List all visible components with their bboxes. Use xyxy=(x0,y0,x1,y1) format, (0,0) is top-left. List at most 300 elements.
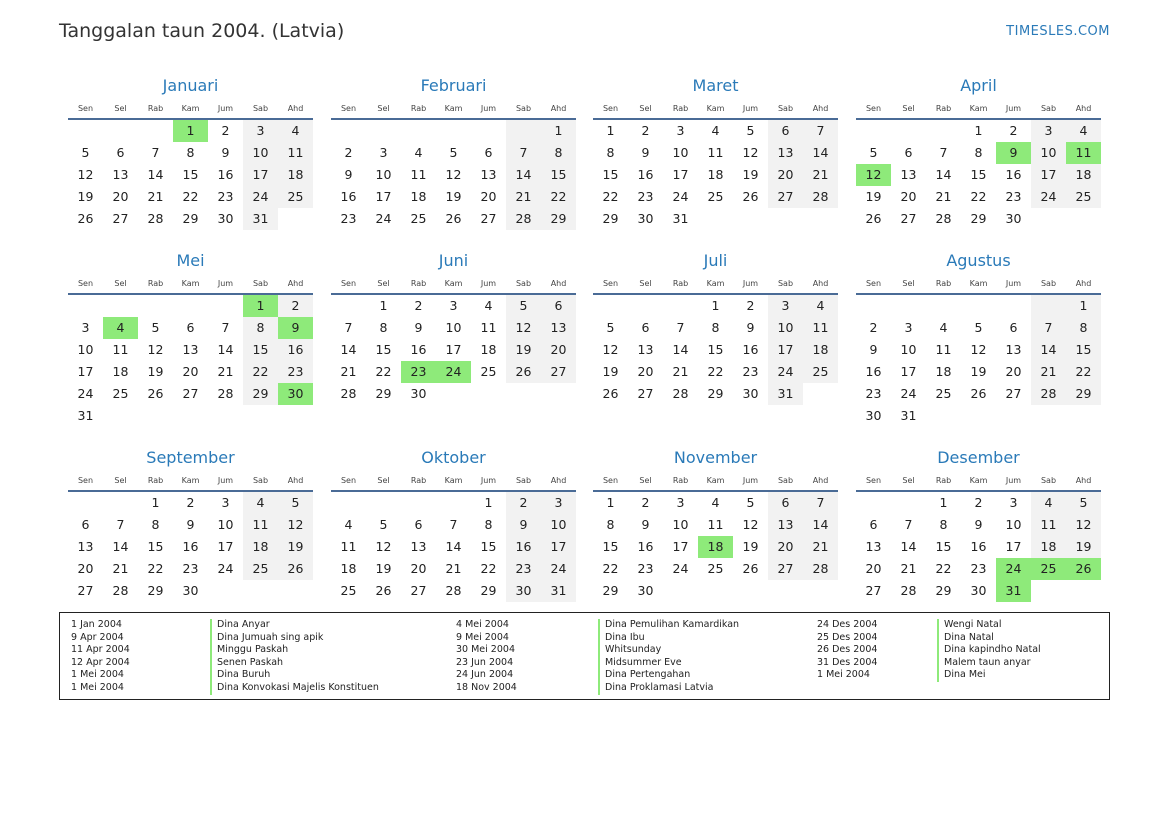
day-cell[interactable]: 29 xyxy=(707,386,724,401)
day-cell[interactable]: 25 xyxy=(1031,558,1066,580)
day-cell[interactable]: 20 xyxy=(865,561,882,576)
day-cell[interactable]: 12 xyxy=(602,342,619,357)
day-cell[interactable]: 5 xyxy=(869,145,878,160)
day-cell[interactable]: 20 xyxy=(541,339,576,361)
day-cell[interactable]: 24 xyxy=(672,561,689,576)
day-cell[interactable]: 17 xyxy=(672,539,689,554)
day-cell[interactable]: 23 xyxy=(742,364,759,379)
day-cell[interactable]: 11 xyxy=(1066,142,1101,164)
day-cell[interactable]: 14 xyxy=(803,514,838,536)
day-cell[interactable]: 15 xyxy=(480,539,497,554)
day-cell[interactable]: 20 xyxy=(637,364,654,379)
day-cell[interactable]: 31 xyxy=(996,580,1031,602)
day-cell[interactable]: 10 xyxy=(445,320,462,335)
day-cell[interactable]: 13 xyxy=(768,514,803,536)
day-cell[interactable]: 30 xyxy=(278,383,313,405)
day-cell[interactable]: 28 xyxy=(445,583,462,598)
day-cell[interactable]: 28 xyxy=(217,386,234,401)
day-cell[interactable]: 7 xyxy=(449,517,458,532)
day-cell[interactable]: 10 xyxy=(1005,517,1022,532)
day-cell[interactable]: 29 xyxy=(375,386,392,401)
day-cell[interactable]: 22 xyxy=(707,364,724,379)
day-cell[interactable]: 17 xyxy=(1005,539,1022,554)
day-cell[interactable]: 24 xyxy=(217,561,234,576)
day-cell[interactable]: 30 xyxy=(182,583,199,598)
day-cell[interactable]: 20 xyxy=(1005,364,1022,379)
day-cell[interactable]: 28 xyxy=(1031,383,1066,405)
day-cell[interactable]: 22 xyxy=(147,561,164,576)
day-cell[interactable]: 7 xyxy=(939,145,948,160)
day-cell[interactable]: 28 xyxy=(506,208,541,230)
day-cell[interactable]: 21 xyxy=(1031,361,1066,383)
day-cell[interactable]: 25 xyxy=(935,386,952,401)
day-cell[interactable]: 7 xyxy=(221,320,230,335)
day-cell[interactable]: 16 xyxy=(340,189,357,204)
day-cell[interactable]: 3 xyxy=(541,492,576,514)
day-cell[interactable]: 28 xyxy=(340,386,357,401)
day-cell[interactable]: 30 xyxy=(637,211,654,226)
day-cell[interactable]: 6 xyxy=(641,320,650,335)
day-cell[interactable]: 24 xyxy=(77,386,94,401)
day-cell[interactable]: 9 xyxy=(186,517,195,532)
day-cell[interactable]: 4 xyxy=(803,295,838,317)
day-cell[interactable]: 26 xyxy=(445,211,462,226)
day-cell[interactable]: 14 xyxy=(1031,339,1066,361)
day-cell[interactable]: 16 xyxy=(182,539,199,554)
day-cell[interactable]: 31 xyxy=(243,208,278,230)
day-cell[interactable]: 13 xyxy=(182,342,199,357)
day-cell[interactable]: 20 xyxy=(480,189,497,204)
day-cell[interactable]: 9 xyxy=(746,320,755,335)
day-cell[interactable]: 17 xyxy=(243,164,278,186)
day-cell[interactable]: 19 xyxy=(1066,536,1101,558)
day-cell[interactable]: 29 xyxy=(935,583,952,598)
day-cell[interactable]: 19 xyxy=(445,189,462,204)
day-cell[interactable]: 31 xyxy=(77,408,94,423)
day-cell[interactable]: 8 xyxy=(484,517,493,532)
day-cell[interactable]: 31 xyxy=(541,580,576,602)
day-cell[interactable]: 7 xyxy=(904,517,913,532)
day-cell[interactable]: 16 xyxy=(506,536,541,558)
day-cell[interactable]: 12 xyxy=(1066,514,1101,536)
day-cell[interactable]: 19 xyxy=(970,364,987,379)
day-cell[interactable]: 18 xyxy=(698,536,733,558)
day-cell[interactable]: 2 xyxy=(506,492,541,514)
day-cell[interactable]: 17 xyxy=(1031,164,1066,186)
day-cell[interactable]: 7 xyxy=(506,142,541,164)
day-cell[interactable]: 1 xyxy=(1066,295,1101,317)
day-cell[interactable]: 26 xyxy=(77,211,94,226)
day-cell[interactable]: 30 xyxy=(637,583,654,598)
day-cell[interactable]: 29 xyxy=(1066,383,1101,405)
day-cell[interactable]: 18 xyxy=(935,364,952,379)
day-cell[interactable]: 20 xyxy=(410,561,427,576)
day-cell[interactable]: 1 xyxy=(711,298,720,313)
day-cell[interactable]: 11 xyxy=(278,142,313,164)
day-cell[interactable]: 11 xyxy=(340,539,357,554)
day-cell[interactable]: 3 xyxy=(243,120,278,142)
day-cell[interactable]: 7 xyxy=(151,145,160,160)
day-cell[interactable]: 30 xyxy=(410,386,427,401)
day-cell[interactable]: 22 xyxy=(480,561,497,576)
day-cell[interactable]: 6 xyxy=(768,120,803,142)
day-cell[interactable]: 9 xyxy=(414,320,423,335)
day-cell[interactable]: 12 xyxy=(445,167,462,182)
day-cell[interactable]: 23 xyxy=(1005,189,1022,204)
day-cell[interactable]: 7 xyxy=(676,320,685,335)
day-cell[interactable]: 12 xyxy=(742,145,759,160)
day-cell[interactable]: 23 xyxy=(340,211,357,226)
day-cell[interactable]: 26 xyxy=(278,558,313,580)
day-cell[interactable]: 12 xyxy=(147,342,164,357)
day-cell[interactable]: 8 xyxy=(186,145,195,160)
day-cell[interactable]: 12 xyxy=(506,317,541,339)
day-cell[interactable]: 8 xyxy=(541,142,576,164)
day-cell[interactable]: 5 xyxy=(151,320,160,335)
day-cell[interactable]: 30 xyxy=(865,408,882,423)
day-cell[interactable]: 25 xyxy=(1066,186,1101,208)
day-cell[interactable]: 3 xyxy=(379,145,388,160)
day-cell[interactable]: 5 xyxy=(278,492,313,514)
day-cell[interactable]: 5 xyxy=(506,295,541,317)
day-cell[interactable]: 2 xyxy=(278,295,313,317)
day-cell[interactable]: 27 xyxy=(768,186,803,208)
day-cell[interactable]: 21 xyxy=(112,561,129,576)
day-cell[interactable]: 14 xyxy=(803,142,838,164)
day-cell[interactable]: 3 xyxy=(221,495,230,510)
day-cell[interactable]: 22 xyxy=(970,189,987,204)
day-cell[interactable]: 16 xyxy=(637,167,654,182)
day-cell[interactable]: 17 xyxy=(217,539,234,554)
day-cell[interactable]: 19 xyxy=(865,189,882,204)
day-cell[interactable]: 13 xyxy=(410,539,427,554)
day-cell[interactable]: 2 xyxy=(414,298,423,313)
day-cell[interactable]: 20 xyxy=(112,189,129,204)
day-cell[interactable]: 26 xyxy=(506,361,541,383)
day-cell[interactable]: 10 xyxy=(77,342,94,357)
day-cell[interactable]: 10 xyxy=(1031,142,1066,164)
day-cell[interactable]: 8 xyxy=(711,320,720,335)
day-cell[interactable]: 27 xyxy=(637,386,654,401)
brand-link[interactable]: TIMESLES.COM xyxy=(1006,24,1110,39)
day-cell[interactable]: 6 xyxy=(186,320,195,335)
day-cell[interactable]: 30 xyxy=(742,386,759,401)
day-cell[interactable]: 18 xyxy=(243,536,278,558)
day-cell[interactable]: 23 xyxy=(865,386,882,401)
day-cell[interactable]: 23 xyxy=(217,189,234,204)
day-cell[interactable]: 14 xyxy=(935,167,952,182)
day-cell[interactable]: 29 xyxy=(243,383,278,405)
day-cell[interactable]: 1 xyxy=(974,123,983,138)
day-cell[interactable]: 4 xyxy=(414,145,423,160)
day-cell[interactable]: 17 xyxy=(375,189,392,204)
day-cell[interactable]: 19 xyxy=(742,167,759,182)
day-cell[interactable]: 23 xyxy=(278,361,313,383)
day-cell[interactable]: 13 xyxy=(77,539,94,554)
day-cell[interactable]: 5 xyxy=(746,495,755,510)
day-cell[interactable]: 18 xyxy=(707,167,724,182)
day-cell[interactable]: 6 xyxy=(484,145,493,160)
day-cell[interactable]: 1 xyxy=(939,495,948,510)
day-cell[interactable]: 30 xyxy=(217,211,234,226)
day-cell[interactable]: 14 xyxy=(340,342,357,357)
day-cell[interactable]: 21 xyxy=(340,364,357,379)
day-cell[interactable]: 25 xyxy=(410,211,427,226)
day-cell[interactable]: 1 xyxy=(606,495,615,510)
day-cell[interactable]: 8 xyxy=(606,517,615,532)
day-cell[interactable]: 22 xyxy=(375,364,392,379)
day-cell[interactable]: 15 xyxy=(243,339,278,361)
day-cell[interactable]: 20 xyxy=(768,536,803,558)
day-cell[interactable]: 21 xyxy=(147,189,164,204)
day-cell[interactable]: 13 xyxy=(768,142,803,164)
day-cell[interactable]: 21 xyxy=(672,364,689,379)
day-cell[interactable]: 2 xyxy=(869,320,878,335)
day-cell[interactable]: 17 xyxy=(672,167,689,182)
day-cell[interactable]: 18 xyxy=(1066,164,1101,186)
day-cell[interactable]: 8 xyxy=(606,145,615,160)
day-cell[interactable]: 22 xyxy=(182,189,199,204)
day-cell[interactable]: 31 xyxy=(768,383,803,405)
day-cell[interactable]: 30 xyxy=(506,580,541,602)
day-cell[interactable]: 3 xyxy=(1031,120,1066,142)
day-cell[interactable]: 13 xyxy=(900,167,917,182)
day-cell[interactable]: 18 xyxy=(803,339,838,361)
day-cell[interactable]: 1 xyxy=(151,495,160,510)
day-cell[interactable]: 2 xyxy=(746,298,755,313)
day-cell[interactable]: 17 xyxy=(768,339,803,361)
day-cell[interactable]: 19 xyxy=(506,339,541,361)
day-cell[interactable]: 5 xyxy=(746,123,755,138)
day-cell[interactable]: 5 xyxy=(449,145,458,160)
day-cell[interactable]: 29 xyxy=(602,211,619,226)
day-cell[interactable]: 19 xyxy=(147,364,164,379)
day-cell[interactable]: 1 xyxy=(484,495,493,510)
day-cell[interactable]: 25 xyxy=(243,558,278,580)
day-cell[interactable]: 25 xyxy=(112,386,129,401)
day-cell[interactable]: 14 xyxy=(112,539,129,554)
day-cell[interactable]: 26 xyxy=(865,211,882,226)
day-cell[interactable]: 24 xyxy=(768,361,803,383)
day-cell[interactable]: 31 xyxy=(672,211,689,226)
day-cell[interactable]: 19 xyxy=(278,536,313,558)
day-cell[interactable]: 8 xyxy=(151,517,160,532)
day-cell[interactable]: 4 xyxy=(711,495,720,510)
day-cell[interactable]: 11 xyxy=(707,145,724,160)
day-cell[interactable]: 22 xyxy=(602,189,619,204)
day-cell[interactable]: 21 xyxy=(935,189,952,204)
day-cell[interactable]: 6 xyxy=(904,145,913,160)
day-cell[interactable]: 16 xyxy=(742,342,759,357)
day-cell[interactable]: 3 xyxy=(676,495,685,510)
day-cell[interactable]: 10 xyxy=(375,167,392,182)
day-cell[interactable]: 21 xyxy=(803,536,838,558)
day-cell[interactable]: 17 xyxy=(541,536,576,558)
day-cell[interactable]: 15 xyxy=(541,164,576,186)
day-cell[interactable]: 11 xyxy=(1031,514,1066,536)
day-cell[interactable]: 28 xyxy=(803,186,838,208)
day-cell[interactable]: 27 xyxy=(1005,386,1022,401)
day-cell[interactable]: 7 xyxy=(803,492,838,514)
day-cell[interactable]: 14 xyxy=(445,539,462,554)
day-cell[interactable]: 27 xyxy=(112,211,129,226)
day-cell[interactable]: 28 xyxy=(900,583,917,598)
day-cell[interactable]: 7 xyxy=(116,517,125,532)
day-cell[interactable]: 14 xyxy=(900,539,917,554)
day-cell[interactable]: 12 xyxy=(742,517,759,532)
day-cell[interactable]: 19 xyxy=(602,364,619,379)
day-cell[interactable]: 9 xyxy=(221,145,230,160)
day-cell[interactable]: 4 xyxy=(939,320,948,335)
day-cell[interactable]: 3 xyxy=(768,295,803,317)
day-cell[interactable]: 5 xyxy=(974,320,983,335)
day-cell[interactable]: 15 xyxy=(1066,339,1101,361)
day-cell[interactable]: 3 xyxy=(1009,495,1018,510)
day-cell[interactable]: 18 xyxy=(480,342,497,357)
day-cell[interactable]: 4 xyxy=(344,517,353,532)
day-cell[interactable]: 11 xyxy=(480,320,497,335)
day-cell[interactable]: 16 xyxy=(410,342,427,357)
day-cell[interactable]: 27 xyxy=(768,558,803,580)
day-cell[interactable]: 6 xyxy=(1009,320,1018,335)
day-cell[interactable]: 26 xyxy=(375,583,392,598)
day-cell[interactable]: 18 xyxy=(1031,536,1066,558)
day-cell[interactable]: 12 xyxy=(278,514,313,536)
day-cell[interactable]: 26 xyxy=(147,386,164,401)
day-cell[interactable]: 24 xyxy=(375,211,392,226)
day-cell[interactable]: 23 xyxy=(970,561,987,576)
day-cell[interactable]: 2 xyxy=(221,123,230,138)
day-cell[interactable]: 2 xyxy=(641,495,650,510)
day-cell[interactable]: 1 xyxy=(606,123,615,138)
day-cell[interactable]: 27 xyxy=(480,211,497,226)
day-cell[interactable]: 14 xyxy=(147,167,164,182)
day-cell[interactable]: 12 xyxy=(77,167,94,182)
day-cell[interactable]: 12 xyxy=(970,342,987,357)
day-cell[interactable]: 8 xyxy=(939,517,948,532)
day-cell[interactable]: 8 xyxy=(974,145,983,160)
day-cell[interactable]: 9 xyxy=(974,517,983,532)
day-cell[interactable]: 29 xyxy=(182,211,199,226)
day-cell[interactable]: 21 xyxy=(803,164,838,186)
day-cell[interactable]: 18 xyxy=(112,364,129,379)
day-cell[interactable]: 29 xyxy=(970,211,987,226)
day-cell[interactable]: 13 xyxy=(637,342,654,357)
day-cell[interactable]: 25 xyxy=(803,361,838,383)
day-cell[interactable]: 9 xyxy=(506,514,541,536)
day-cell[interactable]: 20 xyxy=(182,364,199,379)
day-cell[interactable]: 4 xyxy=(484,298,493,313)
day-cell[interactable]: 10 xyxy=(900,342,917,357)
day-cell[interactable]: 25 xyxy=(480,364,497,379)
day-cell[interactable]: 4 xyxy=(1031,492,1066,514)
day-cell[interactable]: 24 xyxy=(541,558,576,580)
day-cell[interactable]: 9 xyxy=(869,342,878,357)
day-cell[interactable]: 21 xyxy=(445,561,462,576)
day-cell[interactable]: 25 xyxy=(278,186,313,208)
day-cell[interactable]: 29 xyxy=(147,583,164,598)
day-cell[interactable]: 22 xyxy=(243,361,278,383)
day-cell[interactable]: 18 xyxy=(410,189,427,204)
day-cell[interactable]: 3 xyxy=(676,123,685,138)
day-cell[interactable]: 2 xyxy=(974,495,983,510)
day-cell[interactable]: 16 xyxy=(1005,167,1022,182)
day-cell[interactable]: 9 xyxy=(641,517,650,532)
day-cell[interactable]: 2 xyxy=(344,145,353,160)
day-cell[interactable]: 15 xyxy=(935,539,952,554)
day-cell[interactable]: 1 xyxy=(243,295,278,317)
day-cell[interactable]: 28 xyxy=(935,211,952,226)
day-cell[interactable]: 21 xyxy=(900,561,917,576)
day-cell[interactable]: 4 xyxy=(1066,120,1101,142)
day-cell[interactable]: 10 xyxy=(672,145,689,160)
day-cell[interactable]: 1 xyxy=(541,120,576,142)
day-cell[interactable]: 2 xyxy=(641,123,650,138)
day-cell[interactable]: 14 xyxy=(217,342,234,357)
day-cell[interactable]: 26 xyxy=(742,561,759,576)
day-cell[interactable]: 14 xyxy=(672,342,689,357)
day-cell[interactable]: 24 xyxy=(436,361,471,383)
day-cell[interactable]: 6 xyxy=(869,517,878,532)
day-cell[interactable]: 28 xyxy=(672,386,689,401)
day-cell[interactable]: 26 xyxy=(970,386,987,401)
day-cell[interactable]: 8 xyxy=(243,317,278,339)
day-cell[interactable]: 23 xyxy=(637,189,654,204)
day-cell[interactable]: 15 xyxy=(375,342,392,357)
day-cell[interactable]: 24 xyxy=(243,186,278,208)
day-cell[interactable]: 3 xyxy=(904,320,913,335)
day-cell[interactable]: 16 xyxy=(637,539,654,554)
day-cell[interactable]: 30 xyxy=(1005,211,1022,226)
day-cell[interactable]: 24 xyxy=(996,558,1031,580)
day-cell[interactable]: 8 xyxy=(379,320,388,335)
day-cell[interactable]: 22 xyxy=(602,561,619,576)
day-cell[interactable]: 17 xyxy=(445,342,462,357)
day-cell[interactable]: 18 xyxy=(278,164,313,186)
day-cell[interactable]: 11 xyxy=(707,517,724,532)
day-cell[interactable]: 5 xyxy=(1066,492,1101,514)
day-cell[interactable]: 1 xyxy=(173,120,208,142)
day-cell[interactable]: 28 xyxy=(112,583,129,598)
day-cell[interactable]: 4 xyxy=(103,317,138,339)
day-cell[interactable]: 28 xyxy=(147,211,164,226)
day-cell[interactable]: 15 xyxy=(602,539,619,554)
day-cell[interactable]: 25 xyxy=(707,561,724,576)
day-cell[interactable]: 29 xyxy=(480,583,497,598)
day-cell[interactable]: 13 xyxy=(541,317,576,339)
day-cell[interactable]: 4 xyxy=(278,120,313,142)
day-cell[interactable]: 9 xyxy=(344,167,353,182)
day-cell[interactable]: 12 xyxy=(375,539,392,554)
day-cell[interactable]: 10 xyxy=(768,317,803,339)
day-cell[interactable]: 15 xyxy=(707,342,724,357)
day-cell[interactable]: 16 xyxy=(278,339,313,361)
day-cell[interactable]: 13 xyxy=(1005,342,1022,357)
day-cell[interactable]: 9 xyxy=(278,317,313,339)
day-cell[interactable]: 19 xyxy=(742,539,759,554)
day-cell[interactable]: 10 xyxy=(243,142,278,164)
day-cell[interactable]: 11 xyxy=(112,342,129,357)
day-cell[interactable]: 30 xyxy=(970,583,987,598)
day-cell[interactable]: 17 xyxy=(900,364,917,379)
day-cell[interactable]: 1 xyxy=(379,298,388,313)
day-cell[interactable]: 10 xyxy=(541,514,576,536)
day-cell[interactable]: 15 xyxy=(147,539,164,554)
day-cell[interactable]: 15 xyxy=(182,167,199,182)
day-cell[interactable]: 27 xyxy=(900,211,917,226)
day-cell[interactable]: 12 xyxy=(856,164,891,186)
day-cell[interactable]: 18 xyxy=(340,561,357,576)
